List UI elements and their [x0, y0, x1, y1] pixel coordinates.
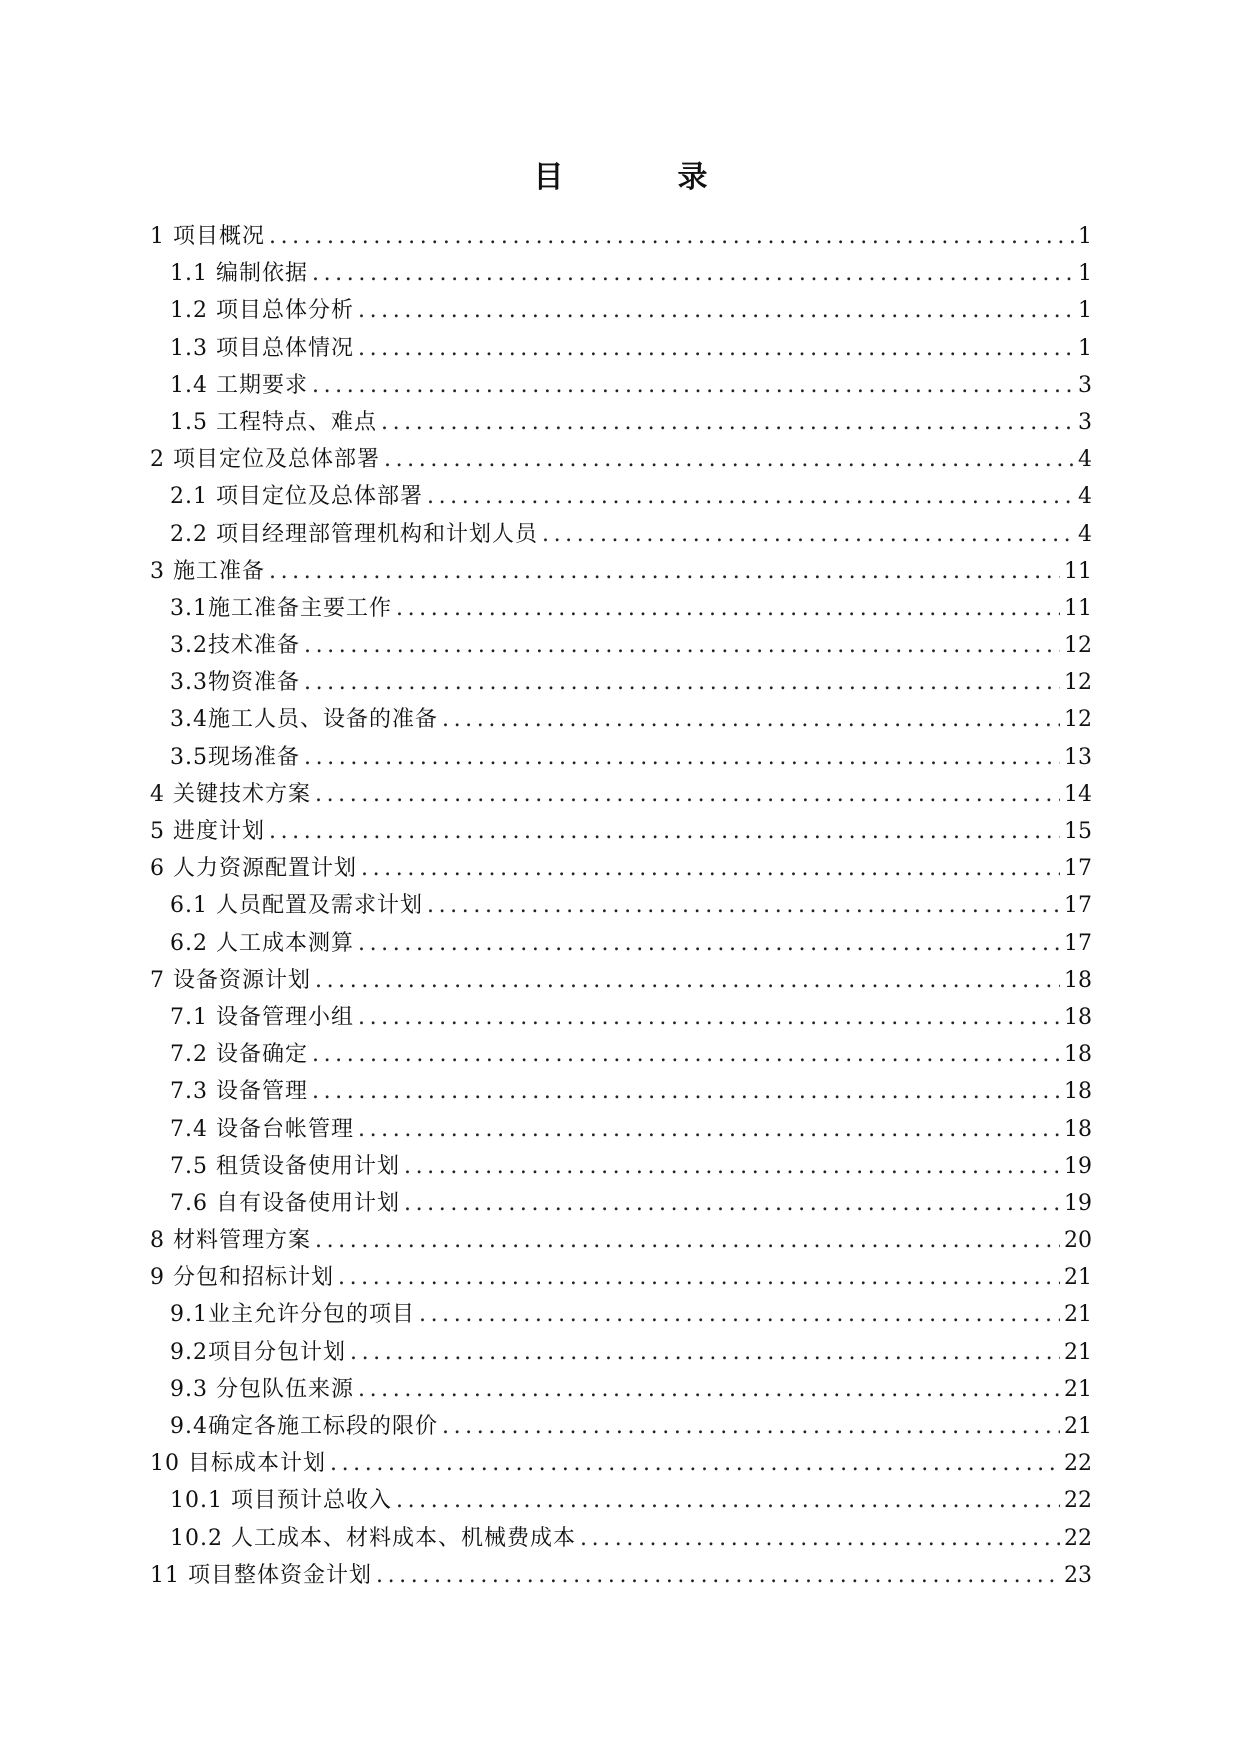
- toc-entry-page-number: 1: [1078, 298, 1092, 324]
- toc-entry[interactable]: [150, 813, 1092, 850]
- toc-entry[interactable]: [150, 887, 1092, 924]
- toc-entry-page-number: 17: [1064, 856, 1092, 882]
- dot-leader: [269, 218, 1074, 255]
- toc-entry-label: 6.1 人员配置及需求计划: [170, 893, 423, 919]
- toc-entry[interactable]: [150, 478, 1092, 515]
- dot-leader: [384, 441, 1074, 478]
- toc-entry[interactable]: [150, 1259, 1092, 1296]
- toc-entry[interactable]: [150, 404, 1092, 441]
- toc-entry-label: 7.1 设备管理小组: [170, 1004, 354, 1030]
- toc-entry-label: 3.4施工人员、设备的准备: [170, 707, 438, 733]
- toc-entry[interactable]: [150, 962, 1092, 999]
- dot-leader: [376, 1557, 1060, 1594]
- toc-entry-page-number: 4: [1078, 521, 1092, 547]
- toc-entry-page-number: 1: [1078, 261, 1092, 287]
- toc-entry[interactable]: [150, 1520, 1092, 1557]
- toc-entry-page-number: 22: [1064, 1525, 1092, 1551]
- toc-entry[interactable]: [150, 850, 1092, 887]
- dot-leader: [396, 590, 1060, 627]
- dot-leader: [442, 1408, 1060, 1445]
- toc-entry-label: 1.1 编制依据: [170, 261, 308, 287]
- toc-entry-label: 9.1业主允许分包的项目: [170, 1302, 415, 1328]
- toc-entry-page-number: 22: [1064, 1451, 1092, 1477]
- toc-entry[interactable]: [150, 1222, 1092, 1259]
- toc-entry[interactable]: [150, 776, 1092, 813]
- dot-leader: [315, 776, 1060, 813]
- toc-entry-label: 1.4 工期要求: [170, 372, 308, 398]
- toc-entry[interactable]: [150, 664, 1092, 701]
- toc-entry-page-number: 4: [1078, 447, 1092, 473]
- toc-entry-page-number: 12: [1064, 670, 1092, 696]
- toc-entry[interactable]: [150, 1482, 1092, 1519]
- dot-leader: [542, 516, 1074, 553]
- toc-entry[interactable]: [150, 1148, 1092, 1185]
- dot-leader: [358, 330, 1074, 367]
- toc-entry-page-number: 21: [1064, 1376, 1092, 1402]
- toc-entry-label: 11 项目整体资金计划: [150, 1562, 372, 1588]
- toc-entry[interactable]: [150, 553, 1092, 590]
- dot-leader: [427, 887, 1060, 924]
- toc-entry[interactable]: [150, 590, 1092, 627]
- toc-entry-label: 3.5现场准备: [170, 744, 300, 770]
- dot-leader: [304, 664, 1060, 701]
- dot-leader: [315, 962, 1060, 999]
- toc-entry[interactable]: [150, 701, 1092, 738]
- toc-entry[interactable]: [150, 739, 1092, 776]
- dot-leader: [404, 1148, 1060, 1185]
- toc-entry-label: 3.1施工准备主要工作: [170, 595, 392, 621]
- toc-entry-page-number: 18: [1064, 967, 1092, 993]
- toc-entry-page-number: 21: [1064, 1339, 1092, 1365]
- toc-entry-page-number: 18: [1064, 1116, 1092, 1142]
- toc-entry-label: 7.6 自有设备使用计划: [170, 1190, 400, 1216]
- toc-entry-page-number: 19: [1064, 1190, 1092, 1216]
- toc-entry[interactable]: [150, 516, 1092, 553]
- dot-leader: [312, 1036, 1060, 1073]
- toc-entry-page-number: 19: [1064, 1153, 1092, 1179]
- toc-entry-page-number: 21: [1064, 1302, 1092, 1328]
- toc-entry-page-number: 20: [1064, 1228, 1092, 1254]
- toc-entry[interactable]: [150, 1073, 1092, 1110]
- toc-entry-page-number: 11: [1064, 558, 1092, 584]
- toc-entry[interactable]: [150, 627, 1092, 664]
- toc-entry-label: 2 项目定位及总体部署: [150, 447, 380, 473]
- toc-entry-page-number: 15: [1064, 819, 1092, 844]
- toc-entry-label: 1 项目概况: [150, 224, 265, 249]
- dot-leader: [358, 1371, 1060, 1408]
- toc-entry-label: 7 设备资源计划: [150, 967, 311, 993]
- toc-entry-label: 5 进度计划: [150, 819, 265, 844]
- toc-entry-label: 7.4 设备台帐管理: [170, 1116, 354, 1142]
- dot-leader: [580, 1520, 1060, 1557]
- toc-entry-label: 1.2 项目总体分析: [170, 298, 354, 324]
- toc-entry-page-number: 17: [1064, 893, 1092, 919]
- toc-entry-label: 1.5 工程特点、难点: [170, 409, 377, 435]
- dot-leader: [358, 925, 1060, 962]
- toc-entry[interactable]: [150, 1557, 1092, 1594]
- dot-leader: [350, 1334, 1060, 1371]
- toc-title: 目 录: [533, 160, 750, 195]
- toc-entry[interactable]: [150, 1296, 1092, 1333]
- toc-entry-page-number: 18: [1064, 1004, 1092, 1030]
- dot-leader: [358, 292, 1074, 329]
- toc-entry-label: 6 人力资源配置计划: [150, 856, 357, 882]
- toc-entry-page-number: 21: [1064, 1265, 1092, 1291]
- dot-leader: [381, 404, 1074, 441]
- dot-leader: [269, 553, 1060, 590]
- toc-entry[interactable]: [150, 441, 1092, 478]
- dot-leader: [312, 255, 1074, 292]
- toc-entry-label: 3 施工准备: [150, 558, 265, 584]
- toc-entry-label: 10 目标成本计划: [150, 1451, 326, 1477]
- toc-entry[interactable]: [150, 925, 1092, 962]
- toc-entry-page-number: 17: [1064, 930, 1092, 956]
- toc-entry[interactable]: [150, 1036, 1092, 1073]
- toc-entry-label: 9.3 分包队伍来源: [170, 1376, 354, 1402]
- toc-entry[interactable]: [150, 218, 1092, 255]
- toc-entry-page-number: 18: [1064, 1042, 1092, 1068]
- dot-leader: [312, 1073, 1060, 1110]
- toc-entry-label: 9.4确定各施工标段的限价: [170, 1414, 438, 1439]
- dot-leader: [358, 1111, 1060, 1148]
- toc-entry-label: 3.3物资准备: [170, 670, 300, 696]
- toc-entry[interactable]: [150, 1445, 1092, 1482]
- toc-entry-label: 4 关键技术方案: [150, 781, 311, 807]
- toc-entry-label: 10.2 人工成本、材料成本、机械费成本: [170, 1525, 576, 1551]
- toc-entry-page-number: 21: [1064, 1414, 1092, 1439]
- toc-entry-label: 7.5 租赁设备使用计划: [170, 1153, 400, 1179]
- toc-entry[interactable]: [150, 255, 1092, 292]
- toc-entry-label: 2.2 项目经理部管理机构和计划人员: [170, 521, 538, 547]
- toc-entry[interactable]: [150, 1334, 1092, 1371]
- toc-entry-page-number: 14: [1064, 781, 1092, 807]
- toc-entry[interactable]: [150, 1185, 1092, 1222]
- toc-entry-label: 10.1 项目预计总收入: [170, 1488, 392, 1514]
- toc-entry-page-number: 13: [1064, 744, 1092, 770]
- toc-entry-label: 6.2 人工成本测算: [170, 930, 354, 956]
- dot-leader: [269, 813, 1060, 850]
- dot-leader: [358, 999, 1060, 1036]
- dot-leader: [404, 1185, 1060, 1222]
- toc-entry-page-number: 18: [1064, 1079, 1092, 1105]
- toc-entry-page-number: 3: [1078, 409, 1092, 435]
- toc-entry[interactable]: [150, 1111, 1092, 1148]
- toc-entry-page-number: 11: [1064, 595, 1092, 621]
- toc-entry[interactable]: [150, 367, 1092, 404]
- dot-leader: [338, 1259, 1060, 1296]
- dot-leader: [304, 627, 1060, 664]
- toc-entry-page-number: 1: [1078, 224, 1092, 249]
- dot-leader: [312, 367, 1074, 404]
- toc-entry[interactable]: [150, 1408, 1092, 1445]
- dot-leader: [315, 1222, 1060, 1259]
- toc-entry-label: 7.3 设备管理: [170, 1079, 308, 1105]
- dot-leader: [304, 739, 1060, 776]
- toc-entry-label: 9 分包和招标计划: [150, 1265, 334, 1291]
- toc-entry-page-number: 3: [1078, 372, 1092, 398]
- toc-entry[interactable]: [150, 292, 1092, 329]
- dot-leader: [330, 1445, 1060, 1482]
- dot-leader: [396, 1482, 1060, 1519]
- toc-entry-page-number: 12: [1064, 707, 1092, 733]
- toc-entry-label: 8 材料管理方案: [150, 1228, 311, 1254]
- dot-leader: [442, 701, 1060, 738]
- toc-entry-page-number: 1: [1078, 335, 1092, 361]
- toc-entry-label: 2.1 项目定位及总体部署: [170, 484, 423, 510]
- toc-entry-page-number: 12: [1064, 633, 1092, 659]
- toc-entry-page-number: 23: [1064, 1562, 1092, 1588]
- toc-entry[interactable]: [150, 999, 1092, 1036]
- toc-entry-page-number: 22: [1064, 1488, 1092, 1514]
- toc-entry[interactable]: [150, 1371, 1092, 1408]
- toc-entry-label: 7.2 设备确定: [170, 1042, 308, 1068]
- dot-leader: [361, 850, 1060, 887]
- toc-entry-page-number: 4: [1078, 484, 1092, 510]
- toc-entry-label: 9.2项目分包计划: [170, 1339, 346, 1365]
- toc-entry-label: 1.3 项目总体情况: [170, 335, 354, 361]
- dot-leader: [419, 1296, 1060, 1333]
- toc-entry[interactable]: [150, 330, 1092, 367]
- dot-leader: [427, 478, 1074, 515]
- toc-entry-label: 3.2技术准备: [170, 633, 300, 659]
- table-of-contents: [150, 218, 1092, 1594]
